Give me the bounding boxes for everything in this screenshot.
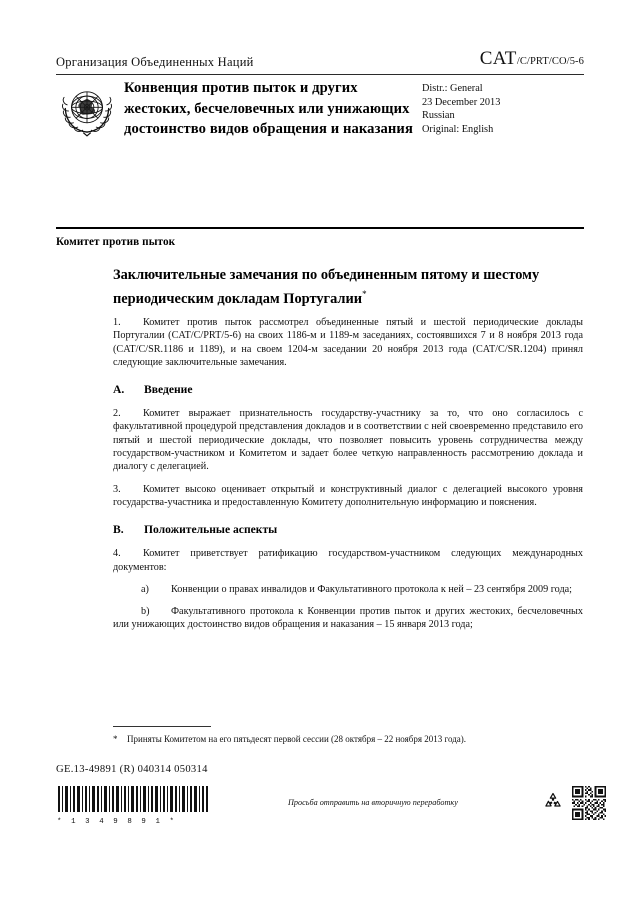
distr-date: 23 December 2013: [422, 96, 501, 108]
title-block: [56, 78, 584, 142]
paragraph-2: [113, 407, 583, 473]
page-title-text: Заключительные замечания по объединенным пятому и шестому периодическим докладам Португалии: [113, 267, 540, 307]
footnote-separator: [113, 726, 211, 727]
subitem-text: Факультативного протокола к Конвенции против пыток и других жестоких, бесчеловечных или унижающих достоинство видов обращения и наказания – 15 января 2013 года;: [113, 606, 583, 631]
page-footer: [56, 786, 584, 826]
barcode-digits: * 1 3 4 9 8 9 1 *: [57, 818, 177, 826]
masthead: [56, 48, 584, 75]
section-heading-a: [113, 383, 583, 396]
convention-title: Конвенция против пыток и других жестоких, бесчеловечных или унижающих достоинство видов обращения и наказания: [124, 80, 413, 137]
distr-original: Original: English: [422, 123, 494, 135]
masthead-rule: [56, 74, 584, 75]
organization-name: Организация Объединенных Наций: [56, 55, 254, 69]
distr-language: Russian: [422, 110, 455, 122]
paragraph-number: 3.: [113, 483, 121, 495]
document-symbol: [480, 48, 584, 71]
paragraph-number: 4.: [113, 548, 121, 560]
distribution-block: [422, 78, 572, 136]
section-heading-b: [113, 523, 583, 536]
subitem-label: a): [141, 583, 149, 595]
paragraph-text: Комитет высоко оценивает открытый и конструктивный диалог с делегацией высокого уровня государства-участника и предоставленную Комитету дополнительную информацию и пояснения.: [113, 483, 583, 508]
page-title: [113, 266, 553, 309]
committee-name: Комитет против пыток: [56, 236, 176, 248]
barcode: [56, 786, 212, 826]
footnote-marker: *: [113, 734, 118, 744]
section-letter: A.: [113, 383, 125, 397]
symbol-suffix: /C/PRT/CO/5-6: [516, 56, 584, 67]
subitem-b: [113, 605, 583, 632]
paragraph-4: [113, 547, 583, 574]
section-letter: B.: [113, 523, 124, 537]
section-title: Положительные аспекты: [144, 523, 278, 537]
footnote: [113, 733, 533, 745]
distr-line: Distr.: General: [422, 83, 483, 94]
paragraph-1: [113, 316, 583, 369]
qr-code: [572, 786, 606, 825]
paragraph-number: 1.: [113, 317, 121, 328]
paragraph-text: Комитет против пыток рассмотрел объединенные пятый и шестой периодические доклады Португалии (CAT/C/PRT/5-6) на своих 1186-м и 1189-м заседаниях, состоявшихся 7 и 8 ноября 2013 года (CAT/C/SR.1186 и 1189), и на своем 1204-м заседании 20 ноября 2013 года (CAT/C/SR.1204) принял следующие заключительные замечания.: [113, 317, 583, 368]
paragraph-number: 2.: [113, 408, 121, 420]
footnote-text: Приняты Комитетом на его пятьдесят первой сессии (28 октября – 22 ноября 2013 года).: [127, 734, 467, 744]
subitem-label: b): [141, 606, 150, 618]
paragraph-3: [113, 483, 583, 510]
paragraph-text: Комитет выражает признательность государству-участнику за то, что оно согласилось с факультативной процедурой представления докладов и в соответствии с ней своевременно представило его пятый и шестой периодические доклады, что позволяет повысить уровень сотрудничества между государством-участником и Комитетом и задает более четкую направленность рассмотрению доклада и диалогу с делегацией.: [113, 408, 583, 473]
recycle-note: Просьба отправить на вторичную переработку: [288, 798, 458, 807]
un-emblem: [56, 78, 124, 142]
recycle-icon: [542, 791, 564, 816]
symbol-prefix: CAT: [479, 48, 517, 69]
subitem-text: Конвенции о правах инвалидов и Факультативного протокола к ней – 23 сентября 2009 года;: [171, 583, 573, 595]
header-divider: [56, 227, 584, 229]
subitem-a: [113, 583, 583, 596]
title-footnote-marker: *: [362, 289, 367, 299]
job-number: GE.13-49891 (R) 040314 050314: [56, 764, 208, 775]
paragraph-text: Комитет приветствует ратификацию государством-участником следующих международных документов:: [113, 548, 583, 573]
section-title: Введение: [144, 383, 193, 397]
document-body: [113, 316, 583, 641]
